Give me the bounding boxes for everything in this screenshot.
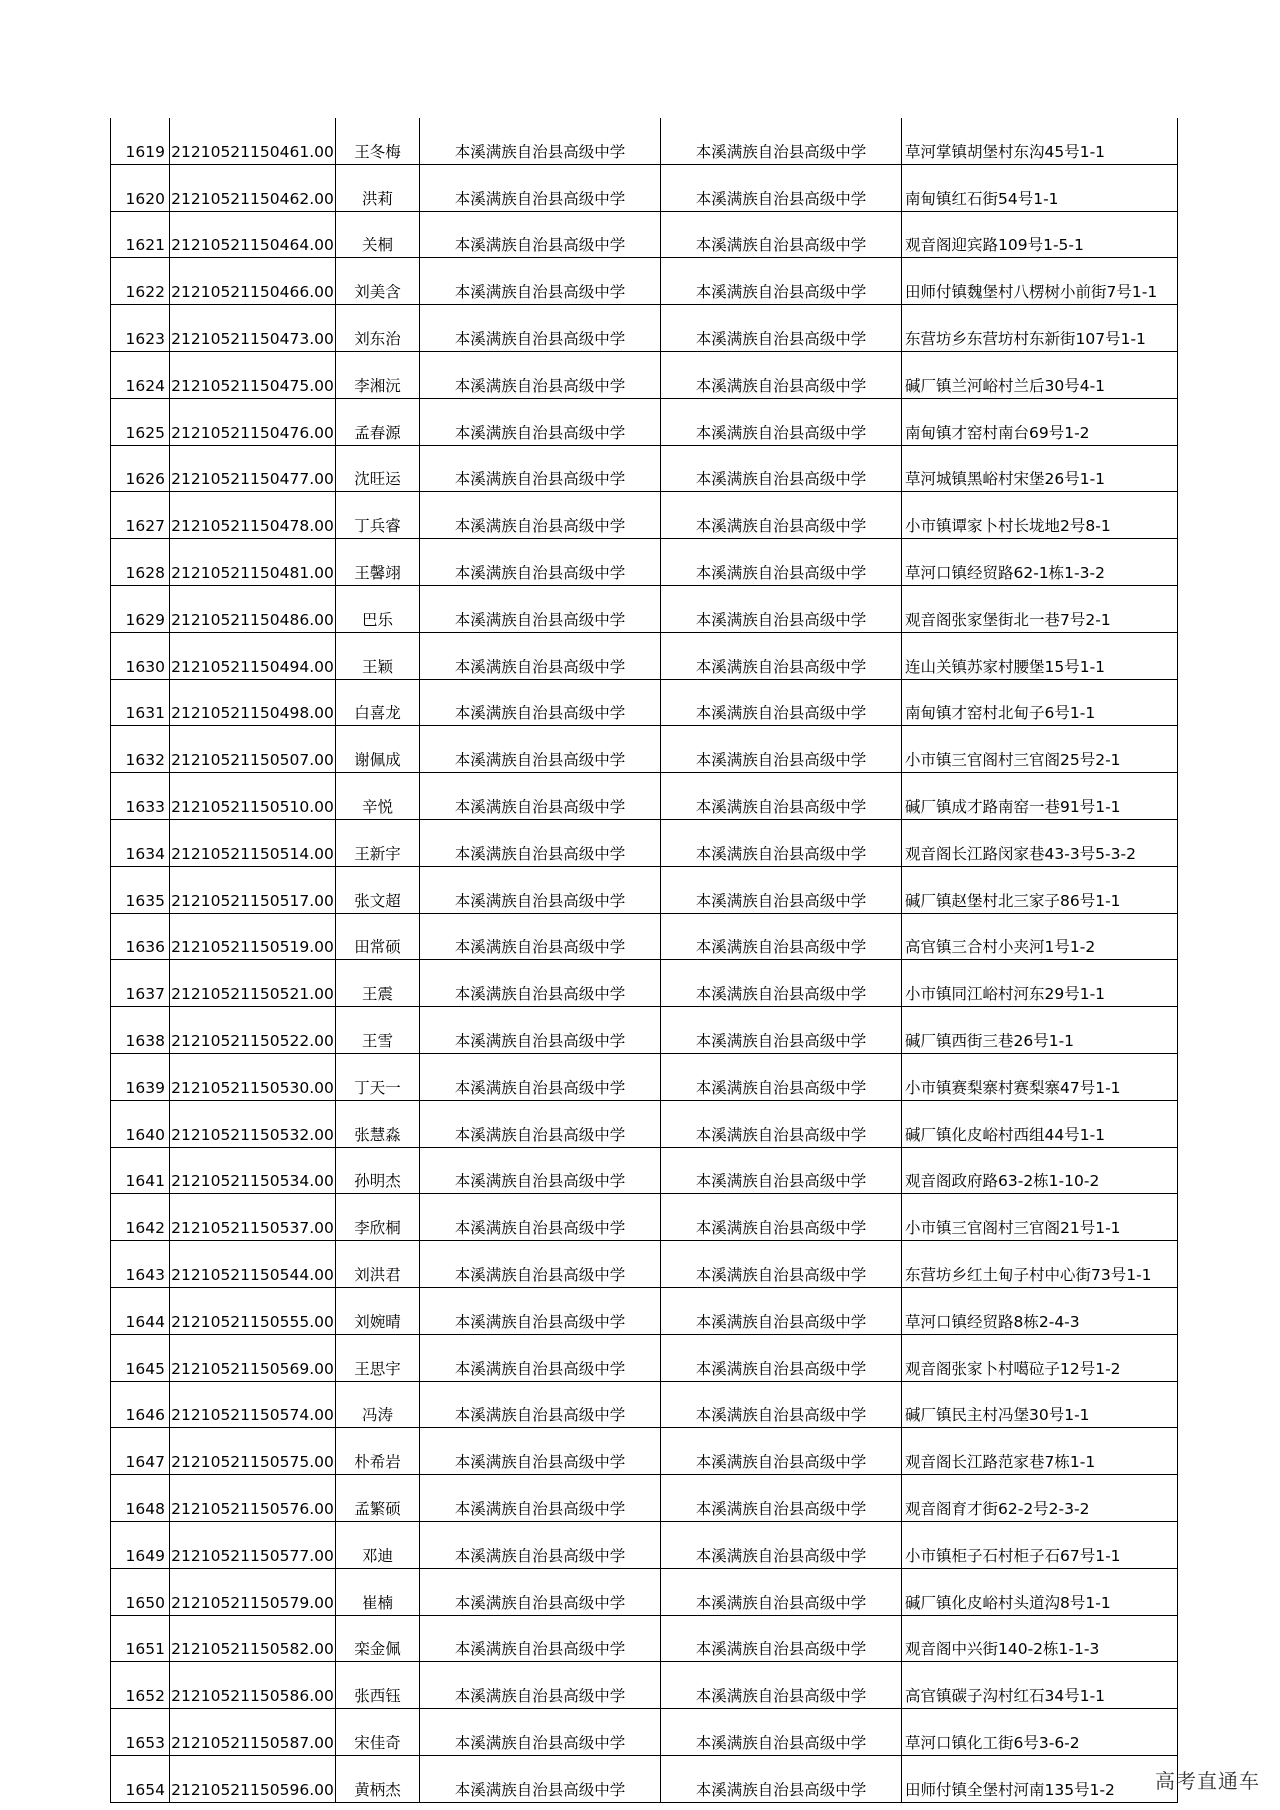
student-name-cell: 邓迪	[336, 1521, 420, 1568]
address-cell: 碱厂镇兰河峪村兰后30号4-1	[902, 351, 1178, 398]
admitted-school-cell: 本溪满族自治县高级中学	[661, 258, 902, 305]
admitted-school-cell: 本溪满族自治县高级中学	[661, 1194, 902, 1241]
table-row	[111, 1615, 1178, 1662]
admitted-school-cell: 本溪满族自治县高级中学	[661, 445, 902, 492]
student-name-cell: 丁兵睿	[336, 492, 420, 539]
student-name-cell: 张慧淼	[336, 1100, 420, 1147]
address-cell: 东营坊乡东营坊村东新街107号1-1	[902, 305, 1178, 352]
exam-id-cell: 21210521150517.00	[170, 866, 336, 913]
address-cell: 草河掌镇胡堡村东沟45号1-1	[902, 118, 1178, 164]
exam-id-cell: 21210521150532.00	[170, 1100, 336, 1147]
exam-id-cell: 21210521150582.00	[170, 1615, 336, 1662]
graduate-school-cell: 本溪满族自治县高级中学	[420, 211, 661, 258]
exam-id-cell: 21210521150519.00	[170, 913, 336, 960]
seq-cell: 1637	[111, 960, 170, 1007]
seq-cell: 1621	[111, 211, 170, 258]
graduate-school-cell: 本溪满族自治县高级中学	[420, 1662, 661, 1709]
address-cell: 观音阁政府路63-2栋1-10-2	[902, 1147, 1178, 1194]
table-row	[111, 492, 1178, 539]
admitted-school-cell: 本溪满族自治县高级中学	[661, 819, 902, 866]
table-row	[111, 1100, 1178, 1147]
student-name-cell: 张西钰	[336, 1662, 420, 1709]
student-name-cell: 王雪	[336, 1007, 420, 1054]
admitted-school-cell: 本溪满族自治县高级中学	[661, 1709, 902, 1756]
exam-id-cell: 21210521150464.00	[170, 211, 336, 258]
exam-id-cell: 21210521150534.00	[170, 1147, 336, 1194]
table-row	[111, 1007, 1178, 1054]
address-cell: 观音阁育才街62-2号2-3-2	[902, 1475, 1178, 1522]
seq-cell: 1647	[111, 1428, 170, 1475]
address-cell: 草河口镇经贸路62-1栋1-3-2	[902, 539, 1178, 586]
address-cell: 小市镇赛梨寨村赛梨寨47号1-1	[902, 1053, 1178, 1100]
admitted-school-cell: 本溪满族自治县高级中学	[661, 1521, 902, 1568]
table-row	[111, 1381, 1178, 1428]
graduate-school-cell: 本溪满族自治县高级中学	[420, 305, 661, 352]
exam-id-cell: 21210521150461.00	[170, 118, 336, 164]
graduate-school-cell: 本溪满族自治县高级中学	[420, 1287, 661, 1334]
table-row	[111, 726, 1178, 773]
address-cell: 草河口镇化工街6号3-6-2	[902, 1709, 1178, 1756]
seq-cell: 1654	[111, 1755, 170, 1802]
student-name-cell: 黄柄杰	[336, 1755, 420, 1802]
graduate-school-cell: 本溪满族自治县高级中学	[420, 726, 661, 773]
admitted-school-cell: 本溪满族自治县高级中学	[661, 1287, 902, 1334]
table-row	[111, 164, 1178, 211]
admitted-school-cell: 本溪满族自治县高级中学	[661, 960, 902, 1007]
address-cell: 南甸镇才窑村南台69号1-2	[902, 398, 1178, 445]
seq-cell: 1639	[111, 1053, 170, 1100]
address-cell: 草河城镇黑峪村宋堡26号1-1	[902, 445, 1178, 492]
graduate-school-cell: 本溪满族自治县高级中学	[420, 398, 661, 445]
table-row	[111, 258, 1178, 305]
graduate-school-cell: 本溪满族自治县高级中学	[420, 164, 661, 211]
table-row	[111, 211, 1178, 258]
exam-id-cell: 21210521150481.00	[170, 539, 336, 586]
exam-id-cell: 21210521150507.00	[170, 726, 336, 773]
seq-cell: 1622	[111, 258, 170, 305]
graduate-school-cell: 本溪满族自治县高级中学	[420, 1475, 661, 1522]
graduate-school-cell: 本溪满族自治县高级中学	[420, 913, 661, 960]
seq-cell: 1635	[111, 866, 170, 913]
table-row	[111, 1334, 1178, 1381]
table-row	[111, 960, 1178, 1007]
table-row	[111, 1475, 1178, 1522]
graduate-school-cell: 本溪满族自治县高级中学	[420, 351, 661, 398]
graduate-school-cell: 本溪满族自治县高级中学	[420, 1334, 661, 1381]
student-name-cell: 宋佳奇	[336, 1709, 420, 1756]
exam-id-cell: 21210521150544.00	[170, 1241, 336, 1288]
admitted-school-cell: 本溪满族自治县高级中学	[661, 913, 902, 960]
admitted-school-cell: 本溪满族自治县高级中学	[661, 164, 902, 211]
admitted-school-cell: 本溪满族自治县高级中学	[661, 585, 902, 632]
admitted-school-cell: 本溪满族自治县高级中学	[661, 1475, 902, 1522]
address-cell: 小市镇三官阁村三官阁25号2-1	[902, 726, 1178, 773]
graduate-school-cell: 本溪满族自治县高级中学	[420, 819, 661, 866]
graduate-school-cell: 本溪满族自治县高级中学	[420, 1147, 661, 1194]
admitted-school-cell: 本溪满族自治县高级中学	[661, 726, 902, 773]
graduate-school-cell: 本溪满族自治县高级中学	[420, 585, 661, 632]
graduate-school-cell: 本溪满族自治县高级中学	[420, 773, 661, 820]
student-name-cell: 朴希岩	[336, 1428, 420, 1475]
table-row	[111, 632, 1178, 679]
exam-id-cell: 21210521150574.00	[170, 1381, 336, 1428]
student-name-cell: 孙明杰	[336, 1147, 420, 1194]
exam-id-cell: 21210521150537.00	[170, 1194, 336, 1241]
graduate-school-cell: 本溪满族自治县高级中学	[420, 866, 661, 913]
seq-cell: 1634	[111, 819, 170, 866]
address-cell: 观音阁迎宾路109号1-5-1	[902, 211, 1178, 258]
graduate-school-cell: 本溪满族自治县高级中学	[420, 1615, 661, 1662]
admitted-school-cell: 本溪满族自治县高级中学	[661, 1334, 902, 1381]
address-cell: 小市镇柜子石村柜子石67号1-1	[902, 1521, 1178, 1568]
table-row	[111, 679, 1178, 726]
exam-id-cell: 21210521150486.00	[170, 585, 336, 632]
address-cell: 观音阁长江路范家巷7栋1-1	[902, 1428, 1178, 1475]
seq-cell: 1653	[111, 1709, 170, 1756]
seq-cell: 1642	[111, 1194, 170, 1241]
admitted-school-cell: 本溪满族自治县高级中学	[661, 539, 902, 586]
admitted-school-cell: 本溪满族自治县高级中学	[661, 1568, 902, 1615]
table-row	[111, 819, 1178, 866]
student-name-cell: 田常硕	[336, 913, 420, 960]
student-name-cell: 刘美含	[336, 258, 420, 305]
exam-id-cell: 21210521150596.00	[170, 1755, 336, 1802]
table-row	[111, 445, 1178, 492]
graduate-school-cell: 本溪满族自治县高级中学	[420, 1053, 661, 1100]
graduate-school-cell: 本溪满族自治县高级中学	[420, 1241, 661, 1288]
admitted-school-cell: 本溪满族自治县高级中学	[661, 118, 902, 164]
admitted-school-cell: 本溪满族自治县高级中学	[661, 1755, 902, 1802]
address-cell: 小市镇三官阁村三官阁21号1-1	[902, 1194, 1178, 1241]
admitted-school-cell: 本溪满族自治县高级中学	[661, 773, 902, 820]
exam-id-cell: 21210521150522.00	[170, 1007, 336, 1054]
table-row	[111, 1147, 1178, 1194]
graduate-school-cell: 本溪满族自治县高级中学	[420, 1709, 661, 1756]
exam-id-cell: 21210521150569.00	[170, 1334, 336, 1381]
graduate-school-cell: 本溪满族自治县高级中学	[420, 632, 661, 679]
address-cell: 南甸镇红石街54号1-1	[902, 164, 1178, 211]
address-cell: 草河口镇经贸路8栋2-4-3	[902, 1287, 1178, 1334]
student-name-cell: 李湘沅	[336, 351, 420, 398]
seq-cell: 1624	[111, 351, 170, 398]
student-name-cell: 李欣桐	[336, 1194, 420, 1241]
admitted-school-cell: 本溪满族自治县高级中学	[661, 398, 902, 445]
seq-cell: 1638	[111, 1007, 170, 1054]
seq-cell: 1650	[111, 1568, 170, 1615]
address-cell: 观音阁张家堡街北一巷7号2-1	[902, 585, 1178, 632]
student-name-cell: 孟繁硕	[336, 1475, 420, 1522]
seq-cell: 1625	[111, 398, 170, 445]
table-row	[111, 351, 1178, 398]
address-cell: 观音阁张家卜村噶砬子12号1-2	[902, 1334, 1178, 1381]
seq-cell: 1641	[111, 1147, 170, 1194]
seq-cell: 1627	[111, 492, 170, 539]
seq-cell: 1643	[111, 1241, 170, 1288]
exam-id-cell: 21210521150476.00	[170, 398, 336, 445]
exam-id-cell: 21210521150510.00	[170, 773, 336, 820]
student-name-cell: 沈旺运	[336, 445, 420, 492]
address-cell: 小市镇谭家卜村长垅地2号8-1	[902, 492, 1178, 539]
student-name-cell: 白喜龙	[336, 679, 420, 726]
address-cell: 南甸镇才窑村北甸子6号1-1	[902, 679, 1178, 726]
graduate-school-cell: 本溪满族自治县高级中学	[420, 492, 661, 539]
exam-id-cell: 21210521150462.00	[170, 164, 336, 211]
student-name-cell: 刘婉晴	[336, 1287, 420, 1334]
address-cell: 碱厂镇赵堡村北三家子86号1-1	[902, 866, 1178, 913]
graduate-school-cell: 本溪满族自治县高级中学	[420, 539, 661, 586]
graduate-school-cell: 本溪满族自治县高级中学	[420, 445, 661, 492]
admitted-school-cell: 本溪满族自治县高级中学	[661, 492, 902, 539]
seq-cell: 1629	[111, 585, 170, 632]
seq-cell: 1648	[111, 1475, 170, 1522]
table-row	[111, 539, 1178, 586]
graduate-school-cell: 本溪满族自治县高级中学	[420, 1568, 661, 1615]
student-name-cell: 王颖	[336, 632, 420, 679]
admitted-school-cell: 本溪满族自治县高级中学	[661, 211, 902, 258]
table-row	[111, 1428, 1178, 1475]
table-row	[111, 1568, 1178, 1615]
exam-id-cell: 21210521150555.00	[170, 1287, 336, 1334]
seq-cell: 1628	[111, 539, 170, 586]
exam-id-cell: 21210521150579.00	[170, 1568, 336, 1615]
student-name-cell: 张文超	[336, 866, 420, 913]
student-name-cell: 王思宇	[336, 1334, 420, 1381]
admitted-school-cell: 本溪满族自治县高级中学	[661, 679, 902, 726]
seq-cell: 1636	[111, 913, 170, 960]
exam-id-cell: 21210521150577.00	[170, 1521, 336, 1568]
address-cell: 碱厂镇化皮峪村西组44号1-1	[902, 1100, 1178, 1147]
address-cell: 观音阁中兴街140-2栋1-1-3	[902, 1615, 1178, 1662]
seq-cell: 1620	[111, 164, 170, 211]
seq-cell: 1623	[111, 305, 170, 352]
exam-id-cell: 21210521150514.00	[170, 819, 336, 866]
exam-id-cell: 21210521150498.00	[170, 679, 336, 726]
table-row	[111, 585, 1178, 632]
exam-id-cell: 21210521150478.00	[170, 492, 336, 539]
address-cell: 碱厂镇民主村冯堡30号1-1	[902, 1381, 1178, 1428]
seq-cell: 1651	[111, 1615, 170, 1662]
admitted-school-cell: 本溪满族自治县高级中学	[661, 1662, 902, 1709]
address-cell: 高官镇碳子沟村红石34号1-1	[902, 1662, 1178, 1709]
address-cell: 小市镇同江峪村河东29号1-1	[902, 960, 1178, 1007]
student-name-cell: 冯涛	[336, 1381, 420, 1428]
graduate-school-cell: 本溪满族自治县高级中学	[420, 1194, 661, 1241]
admitted-school-cell: 本溪满族自治县高级中学	[661, 1381, 902, 1428]
student-name-cell: 刘洪君	[336, 1241, 420, 1288]
admitted-school-cell: 本溪满族自治县高级中学	[661, 1147, 902, 1194]
address-cell: 东营坊乡红土甸子村中心街73号1-1	[902, 1241, 1178, 1288]
exam-id-cell: 21210521150575.00	[170, 1428, 336, 1475]
student-name-cell: 王新宇	[336, 819, 420, 866]
table-row	[111, 1241, 1178, 1288]
address-cell: 碱厂镇化皮峪村头道沟8号1-1	[902, 1568, 1178, 1615]
table-row	[111, 1755, 1178, 1802]
student-table	[110, 118, 1178, 1803]
admitted-school-cell: 本溪满族自治县高级中学	[661, 632, 902, 679]
student-name-cell: 刘东治	[336, 305, 420, 352]
student-name-cell: 巴乐	[336, 585, 420, 632]
table-body	[111, 118, 1178, 1802]
exam-id-cell: 21210521150530.00	[170, 1053, 336, 1100]
address-cell: 碱厂镇成才路南窑一巷91号1-1	[902, 773, 1178, 820]
address-cell: 观音阁长江路闵家巷43-3号5-3-2	[902, 819, 1178, 866]
table-row	[111, 1287, 1178, 1334]
student-name-cell: 孟春源	[336, 398, 420, 445]
exam-id-cell: 21210521150576.00	[170, 1475, 336, 1522]
exam-id-cell: 21210521150473.00	[170, 305, 336, 352]
seq-cell: 1645	[111, 1334, 170, 1381]
watermark-text: 高考直通车	[1155, 1769, 1260, 1793]
graduate-school-cell: 本溪满族自治县高级中学	[420, 1428, 661, 1475]
seq-cell: 1640	[111, 1100, 170, 1147]
table-row	[111, 773, 1178, 820]
student-name-cell: 丁天一	[336, 1053, 420, 1100]
table-row	[111, 913, 1178, 960]
table-row	[111, 866, 1178, 913]
table-row	[111, 1662, 1178, 1709]
admitted-school-cell: 本溪满族自治县高级中学	[661, 1428, 902, 1475]
student-name-cell: 谢佩成	[336, 726, 420, 773]
exam-id-cell: 21210521150475.00	[170, 351, 336, 398]
graduate-school-cell: 本溪满族自治县高级中学	[420, 1755, 661, 1802]
address-cell: 连山关镇苏家村腰堡15号1-1	[902, 632, 1178, 679]
address-cell: 高官镇三合村小夹河1号1-2	[902, 913, 1178, 960]
admitted-school-cell: 本溪满族自治县高级中学	[661, 1007, 902, 1054]
graduate-school-cell: 本溪满族自治县高级中学	[420, 679, 661, 726]
admitted-school-cell: 本溪满族自治县高级中学	[661, 1053, 902, 1100]
table-row	[111, 118, 1178, 164]
graduate-school-cell: 本溪满族自治县高级中学	[420, 1007, 661, 1054]
table-row	[111, 305, 1178, 352]
student-name-cell: 栾金佩	[336, 1615, 420, 1662]
graduate-school-cell: 本溪满族自治县高级中学	[420, 118, 661, 164]
student-name-cell: 王馨翊	[336, 539, 420, 586]
student-name-cell: 王震	[336, 960, 420, 1007]
graduate-school-cell: 本溪满族自治县高级中学	[420, 1100, 661, 1147]
seq-cell: 1633	[111, 773, 170, 820]
admitted-school-cell: 本溪满族自治县高级中学	[661, 351, 902, 398]
address-cell: 田师付镇全堡村河南135号1-2	[902, 1755, 1178, 1802]
graduate-school-cell: 本溪满族自治县高级中学	[420, 258, 661, 305]
seq-cell: 1632	[111, 726, 170, 773]
exam-id-cell: 21210521150466.00	[170, 258, 336, 305]
seq-cell: 1630	[111, 632, 170, 679]
seq-cell: 1631	[111, 679, 170, 726]
graduate-school-cell: 本溪满族自治县高级中学	[420, 1381, 661, 1428]
seq-cell: 1619	[111, 118, 170, 164]
graduate-school-cell: 本溪满族自治县高级中学	[420, 960, 661, 1007]
exam-id-cell: 21210521150521.00	[170, 960, 336, 1007]
admitted-school-cell: 本溪满族自治县高级中学	[661, 866, 902, 913]
admitted-school-cell: 本溪满族自治县高级中学	[661, 1615, 902, 1662]
exam-id-cell: 21210521150586.00	[170, 1662, 336, 1709]
address-cell: 碱厂镇西街三巷26号1-1	[902, 1007, 1178, 1054]
seq-cell: 1646	[111, 1381, 170, 1428]
admitted-school-cell: 本溪满族自治县高级中学	[661, 1241, 902, 1288]
exam-id-cell: 21210521150477.00	[170, 445, 336, 492]
student-name-cell: 关桐	[336, 211, 420, 258]
student-name-cell: 洪莉	[336, 164, 420, 211]
table-row	[111, 1521, 1178, 1568]
table-row	[111, 1709, 1178, 1756]
address-cell: 田师付镇魏堡村八楞树小前街7号1-1	[902, 258, 1178, 305]
seq-cell: 1649	[111, 1521, 170, 1568]
table-row	[111, 1194, 1178, 1241]
student-name-cell: 王冬梅	[336, 118, 420, 164]
admitted-school-cell: 本溪满族自治县高级中学	[661, 1100, 902, 1147]
admitted-school-cell: 本溪满族自治县高级中学	[661, 305, 902, 352]
student-name-cell: 崔楠	[336, 1568, 420, 1615]
table-row	[111, 398, 1178, 445]
exam-id-cell: 21210521150587.00	[170, 1709, 336, 1756]
table-row	[111, 1053, 1178, 1100]
graduate-school-cell: 本溪满族自治县高级中学	[420, 1521, 661, 1568]
seq-cell: 1626	[111, 445, 170, 492]
seq-cell: 1644	[111, 1287, 170, 1334]
seq-cell: 1652	[111, 1662, 170, 1709]
student-name-cell: 辛悦	[336, 773, 420, 820]
exam-id-cell: 21210521150494.00	[170, 632, 336, 679]
